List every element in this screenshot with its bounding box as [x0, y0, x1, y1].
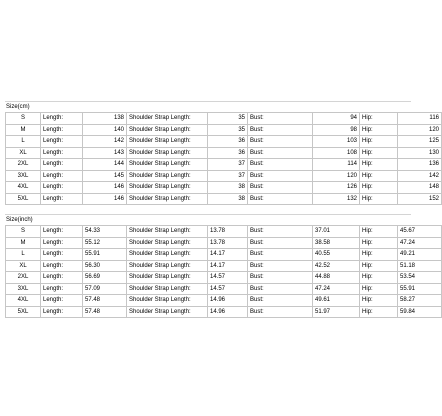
- table-row: [6, 113, 442, 125]
- hip-value-cell: 125: [398, 136, 442, 148]
- length-value-cell: 144: [83, 159, 127, 171]
- strap-label-cell: Shoulder Strap Length:: [127, 159, 208, 171]
- table-row: [6, 193, 442, 205]
- hip-value-cell: 49.21: [398, 249, 442, 261]
- strap-label-cell: Shoulder Strap Length:: [127, 113, 208, 125]
- size-cell: 5XL: [6, 193, 41, 205]
- bust-value-cell: 94: [313, 113, 360, 125]
- length-label-cell: Length:: [41, 182, 83, 194]
- size-cell: 3XL: [6, 283, 41, 295]
- strap-value-cell: 14.57: [208, 283, 248, 295]
- hip-label-cell: Hip:: [360, 295, 398, 307]
- bust-value-cell: 132: [313, 193, 360, 205]
- length-value-cell: 145: [83, 170, 127, 182]
- strap-value-cell: 14.17: [208, 249, 248, 261]
- bust-value-cell: 40.55: [313, 249, 360, 261]
- strap-label-cell: Shoulder Strap Length:: [127, 182, 208, 194]
- hip-label-cell: Hip:: [360, 113, 398, 125]
- length-label-cell: Length:: [41, 193, 83, 205]
- length-value-cell: 146: [83, 193, 127, 205]
- length-label-cell: Length:: [41, 113, 83, 125]
- hip-label-cell: Hip:: [360, 249, 398, 261]
- strap-value-cell: 14.57: [208, 272, 248, 284]
- length-label-cell: Length:: [41, 226, 83, 238]
- table-row: [6, 159, 442, 171]
- size-cell: M: [6, 124, 41, 136]
- hip-value-cell: 116: [398, 113, 442, 125]
- strap-value-cell: 14.96: [208, 295, 248, 307]
- strap-value-cell: 37: [208, 159, 248, 171]
- bust-label-cell: Bust:: [248, 170, 313, 182]
- hip-value-cell: 152: [398, 193, 442, 205]
- cm-table-title: Size(cm): [5, 101, 411, 112]
- size-cell: L: [6, 249, 41, 261]
- cm-table-body: [6, 113, 442, 205]
- bust-value-cell: 51.97: [313, 306, 360, 318]
- bust-value-cell: 114: [313, 159, 360, 171]
- bust-label-cell: Bust:: [248, 159, 313, 171]
- bust-value-cell: 42.52: [313, 260, 360, 272]
- bust-label-cell: Bust:: [248, 124, 313, 136]
- bust-label-cell: Bust:: [248, 306, 313, 318]
- length-label-cell: Length:: [41, 124, 83, 136]
- size-cell: 2XL: [6, 272, 41, 284]
- strap-label-cell: Shoulder Strap Length:: [127, 283, 208, 295]
- strap-label-cell: Shoulder Strap Length:: [127, 260, 208, 272]
- table-row: [6, 170, 442, 182]
- length-value-cell: 140: [83, 124, 127, 136]
- size-cell: L: [6, 136, 41, 148]
- table-row: [6, 260, 442, 272]
- strap-value-cell: 14.96: [208, 306, 248, 318]
- bust-label-cell: Bust:: [248, 295, 313, 307]
- hip-value-cell: 55.91: [398, 283, 442, 295]
- length-label-cell: Length:: [41, 170, 83, 182]
- inch-size-table: [5, 225, 442, 318]
- strap-value-cell: 35: [208, 124, 248, 136]
- strap-label-cell: Shoulder Strap Length:: [127, 237, 208, 249]
- inch-table-title: Size(inch): [5, 214, 411, 225]
- length-label-cell: Length:: [41, 283, 83, 295]
- bust-value-cell: 103: [313, 136, 360, 148]
- length-value-cell: 55.91: [83, 249, 127, 261]
- strap-value-cell: 38: [208, 182, 248, 194]
- strap-label-cell: Shoulder Strap Length:: [127, 170, 208, 182]
- length-value-cell: 56.30: [83, 260, 127, 272]
- table-row: [6, 306, 442, 318]
- length-value-cell: 57.48: [83, 306, 127, 318]
- size-cell: S: [6, 226, 41, 238]
- hip-value-cell: 51.18: [398, 260, 442, 272]
- strap-value-cell: 37: [208, 170, 248, 182]
- hip-label-cell: Hip:: [360, 260, 398, 272]
- strap-label-cell: Shoulder Strap Length:: [127, 249, 208, 261]
- cm-size-table: [5, 112, 442, 205]
- hip-value-cell: 142: [398, 170, 442, 182]
- length-label-cell: Length:: [41, 136, 83, 148]
- table-row: [6, 272, 442, 284]
- length-label-cell: Length:: [41, 249, 83, 261]
- length-value-cell: 143: [83, 147, 127, 159]
- bust-label-cell: Bust:: [248, 182, 313, 194]
- size-cell: 5XL: [6, 306, 41, 318]
- hip-label-cell: Hip:: [360, 226, 398, 238]
- bust-value-cell: 49.61: [313, 295, 360, 307]
- hip-label-cell: Hip:: [360, 136, 398, 148]
- cm-size-section: [5, 101, 439, 205]
- bust-label-cell: Bust:: [248, 272, 313, 284]
- strap-label-cell: Shoulder Strap Length:: [127, 147, 208, 159]
- hip-value-cell: 136: [398, 159, 442, 171]
- size-cell: 4XL: [6, 295, 41, 307]
- bust-value-cell: 120: [313, 170, 360, 182]
- hip-label-cell: Hip:: [360, 237, 398, 249]
- hip-label-cell: Hip:: [360, 159, 398, 171]
- size-cell: S: [6, 113, 41, 125]
- length-value-cell: 56.69: [83, 272, 127, 284]
- size-cell: 3XL: [6, 170, 41, 182]
- hip-value-cell: 130: [398, 147, 442, 159]
- length-value-cell: 55.12: [83, 237, 127, 249]
- strap-value-cell: 36: [208, 147, 248, 159]
- strap-label-cell: Shoulder Strap Length:: [127, 272, 208, 284]
- length-label-cell: Length:: [41, 159, 83, 171]
- bust-label-cell: Bust:: [248, 249, 313, 261]
- length-value-cell: 57.48: [83, 295, 127, 307]
- hip-label-cell: Hip:: [360, 170, 398, 182]
- length-label-cell: Length:: [41, 147, 83, 159]
- strap-value-cell: 38: [208, 193, 248, 205]
- hip-value-cell: 47.24: [398, 237, 442, 249]
- bust-value-cell: 38.58: [313, 237, 360, 249]
- strap-value-cell: 13.78: [208, 237, 248, 249]
- hip-value-cell: 45.67: [398, 226, 442, 238]
- hip-label-cell: Hip:: [360, 272, 398, 284]
- bust-value-cell: 47.24: [313, 283, 360, 295]
- strap-label-cell: Shoulder Strap Length:: [127, 226, 208, 238]
- hip-label-cell: Hip:: [360, 182, 398, 194]
- hip-label-cell: Hip:: [360, 306, 398, 318]
- size-cell: M: [6, 237, 41, 249]
- length-label-cell: Length:: [41, 272, 83, 284]
- table-row: [6, 124, 442, 136]
- hip-value-cell: 59.84: [398, 306, 442, 318]
- length-label-cell: Length:: [41, 306, 83, 318]
- hip-value-cell: 53.54: [398, 272, 442, 284]
- table-row: [6, 237, 442, 249]
- bust-label-cell: Bust:: [248, 113, 313, 125]
- strap-label-cell: Shoulder Strap Length:: [127, 136, 208, 148]
- size-cell: 2XL: [6, 159, 41, 171]
- length-label-cell: Length:: [41, 295, 83, 307]
- bust-value-cell: 126: [313, 182, 360, 194]
- length-value-cell: 54.33: [83, 226, 127, 238]
- hip-label-cell: Hip:: [360, 193, 398, 205]
- length-value-cell: 57.09: [83, 283, 127, 295]
- bust-label-cell: Bust:: [248, 283, 313, 295]
- strap-value-cell: 35: [208, 113, 248, 125]
- size-cell: XL: [6, 260, 41, 272]
- table-row: [6, 283, 442, 295]
- length-value-cell: 142: [83, 136, 127, 148]
- table-row: [6, 249, 442, 261]
- bust-value-cell: 37.01: [313, 226, 360, 238]
- bust-label-cell: Bust:: [248, 147, 313, 159]
- hip-value-cell: 120: [398, 124, 442, 136]
- inch-size-section: [5, 214, 416, 318]
- strap-value-cell: 36: [208, 136, 248, 148]
- strap-label-cell: Shoulder Strap Length:: [127, 124, 208, 136]
- bust-label-cell: Bust:: [248, 136, 313, 148]
- strap-value-cell: 14.17: [208, 260, 248, 272]
- table-row: [6, 147, 442, 159]
- hip-value-cell: 58.27: [398, 295, 442, 307]
- bust-value-cell: 44.88: [313, 272, 360, 284]
- bust-label-cell: Bust:: [248, 260, 313, 272]
- strap-label-cell: Shoulder Strap Length:: [127, 193, 208, 205]
- length-value-cell: 138: [83, 113, 127, 125]
- strap-label-cell: Shoulder Strap Length:: [127, 295, 208, 307]
- bust-value-cell: 108: [313, 147, 360, 159]
- bust-value-cell: 98: [313, 124, 360, 136]
- table-row: [6, 295, 442, 307]
- size-cell: XL: [6, 147, 41, 159]
- bust-label-cell: Bust:: [248, 193, 313, 205]
- table-row: [6, 136, 442, 148]
- hip-value-cell: 148: [398, 182, 442, 194]
- bust-label-cell: Bust:: [248, 226, 313, 238]
- length-label-cell: Length:: [41, 260, 83, 272]
- hip-label-cell: Hip:: [360, 124, 398, 136]
- hip-label-cell: Hip:: [360, 283, 398, 295]
- bust-label-cell: Bust:: [248, 237, 313, 249]
- length-value-cell: 146: [83, 182, 127, 194]
- strap-label-cell: Shoulder Strap Length:: [127, 306, 208, 318]
- inch-table-body: [6, 226, 442, 318]
- table-row: [6, 182, 442, 194]
- hip-label-cell: Hip:: [360, 147, 398, 159]
- strap-value-cell: 13.78: [208, 226, 248, 238]
- size-cell: 4XL: [6, 182, 41, 194]
- length-label-cell: Length:: [41, 237, 83, 249]
- table-row: [6, 226, 442, 238]
